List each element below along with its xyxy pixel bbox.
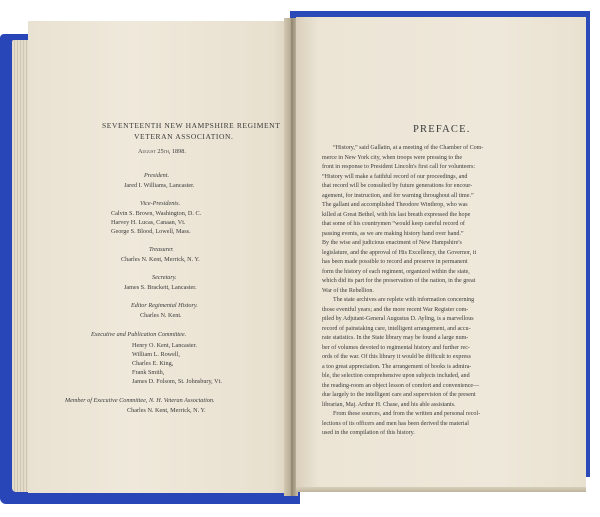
executive-member-name: Henry O. Kent, Lancaster. xyxy=(132,342,197,349)
text-line: piled by Adjutant-General Augustus D. Ayling, is a marvellous xyxy=(322,316,474,322)
secretary-name: James S. Brackett, Lancaster. xyxy=(124,284,197,291)
treasurer-label: Treasurer. xyxy=(149,246,174,253)
text-line: passing events, as we are making history hand over hand.” xyxy=(322,230,464,237)
executive-committee-label: Executive and Publication Committee. xyxy=(91,331,187,338)
text-line: those eventful years; and the more recent War Register com- xyxy=(322,306,469,313)
editor-name: Charles N. Kent. xyxy=(140,312,182,319)
text-line: the reading-room an object lesson of comfort and convenience— xyxy=(322,382,480,389)
text-line: The gallant and accomplished Theodore Winthrop, who was xyxy=(322,202,468,208)
page-edges-right xyxy=(296,487,586,492)
text-line: killed at Great Bethel, with his last breath expressed the hope xyxy=(322,211,471,218)
member-label: Member of Executive Committee, N. H. Veteran Association. xyxy=(65,397,215,404)
text-line: that record will be consulted by future generations for encour- xyxy=(322,183,473,189)
text-line: record of painstaking care, intelligent arrangement, and accu- xyxy=(322,325,471,332)
text-line: librarian, Maj. Arthur H. Chase, and his able assistants. xyxy=(322,401,456,408)
treasurer-name: Charles N. Kent, Merrick, N. Y. xyxy=(121,256,200,263)
text-line: The state archives are replete with information concerning xyxy=(333,297,475,303)
text-line: that some of his countrymen “would keep careful record of xyxy=(322,221,465,227)
vice-president-name: Harvey H. Lucas, Canaan, Vt. xyxy=(111,219,186,226)
text-line: ber of volumes devoted to regimental history and further rec- xyxy=(322,344,470,351)
text-line: “History will make a faithful record of our proceedings, and xyxy=(322,173,468,180)
association-date: August 25th, 1898. xyxy=(138,148,186,155)
vice-presidents-label: Vice-Presidents. xyxy=(140,200,181,207)
text-line: lections of its officers and men has been derived the material xyxy=(322,420,469,427)
text-line: used in the compilation of this history. xyxy=(322,430,415,436)
executive-member-name: Charles E. King, xyxy=(132,360,174,367)
preface-title: PREFACE. xyxy=(413,124,471,135)
text-line: ble, the selection comprehensive upon subjects included, and xyxy=(322,373,470,379)
president-name: Jared I. Williams, Lancaster. xyxy=(124,182,195,189)
text-line: has been made possible to record and preserve in permanent xyxy=(322,259,468,265)
text-line: due largely to the intelligent care and supervision of the present xyxy=(322,392,476,398)
vice-president-name: George S. Blood, Lowell, Mass. xyxy=(111,228,191,235)
vice-president-name: Calvin S. Brown, Washington, D. C. xyxy=(111,210,202,217)
text-line: which did its part for the preservation of the nation, in the great xyxy=(322,278,476,284)
left-page xyxy=(28,21,294,493)
text-line: agement, for instruction, and for warning throughout all time.” xyxy=(322,192,474,199)
text-line: a too great appreciation. The arrangement of books is admira- xyxy=(322,363,472,370)
text-line: rate statistics. In the State library may be found a large num- xyxy=(322,335,469,341)
executive-member-name: Frank Smith, xyxy=(132,369,165,376)
text-line: legislature, and the approval of His Excellency, the Governor, it xyxy=(322,249,477,256)
text-line: front in response to President Lincoln's first call for volunteers: xyxy=(322,164,476,170)
text-line: ords of the war. Of this library it would be difficult to express xyxy=(322,354,471,360)
executive-member-name: William L. Rowell, xyxy=(132,351,180,358)
text-line: “History,” said Gallatin, at a meeting of the Chamber of Com- xyxy=(333,145,484,151)
text-line: form the history of each regiment, organized within the state, xyxy=(322,268,470,275)
secretary-label: Secretary. xyxy=(152,274,177,281)
text-line: From these sources, and from the written and personal recol- xyxy=(333,411,481,417)
executive-member-name: James D. Folsom, St. Johnsbury, Vt. xyxy=(132,378,222,385)
association-heading-line1: SEVENTEENTH NEW HAMPSHIRE REGIMENT xyxy=(102,121,281,130)
text-line: By the wise and judicious enactment of New Hampshire's xyxy=(322,240,462,246)
association-heading-line2: VETERAN ASSOCIATION. xyxy=(134,132,234,141)
editor-label: Editor Regimental History. xyxy=(131,302,198,309)
right-page xyxy=(296,17,586,487)
president-label: President. xyxy=(144,172,170,179)
text-line: merce in New York city, when troops were pressing to the xyxy=(322,154,462,161)
text-line: War of the Rebellion. xyxy=(322,287,374,294)
member-name: Charles N. Kent, Merrick, N. Y. xyxy=(127,407,206,414)
